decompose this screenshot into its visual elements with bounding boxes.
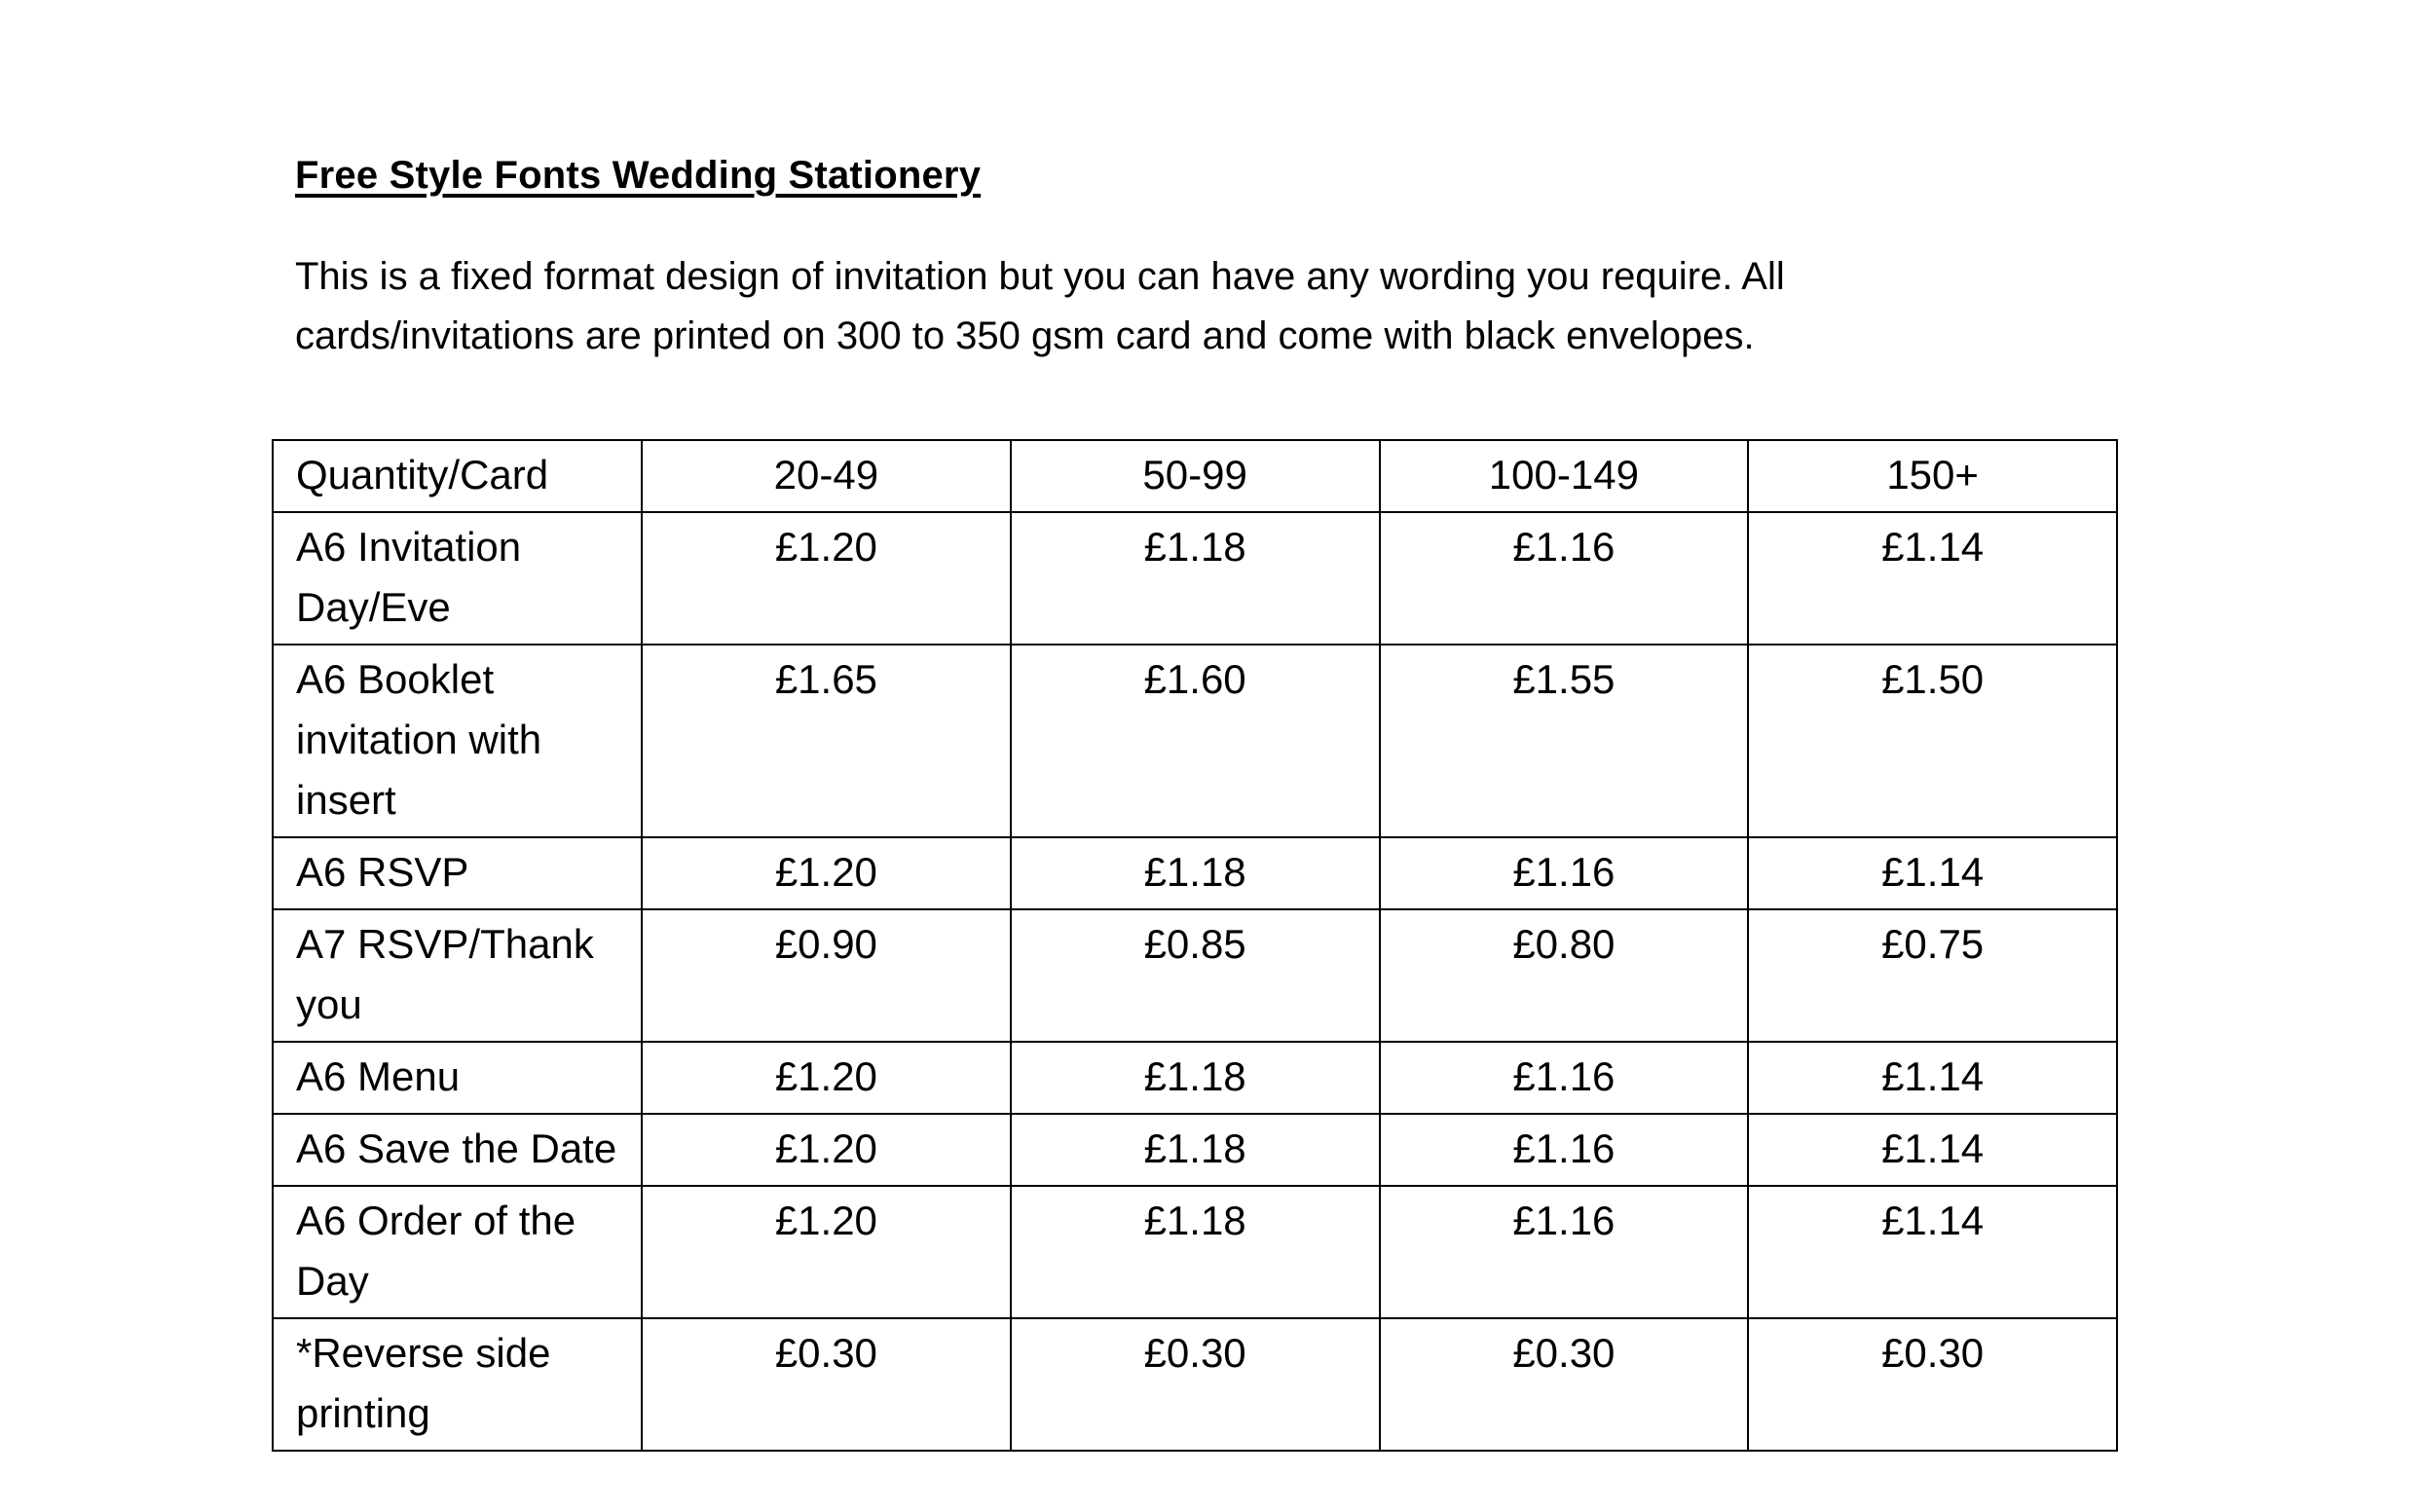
table-row [273,645,2117,837]
header-quantity-card: Quantity/Card [273,440,642,512]
price-cell: £0.30 [1011,1318,1380,1451]
header-qty-150-plus: 150+ [1748,440,2117,512]
price-cell: £1.16 [1380,1114,1749,1186]
row-label: A6 Invitation Day/Eve [273,512,642,645]
price-cell: £1.18 [1011,837,1380,909]
table-row [273,909,2117,1042]
price-cell: £1.14 [1748,1042,2117,1114]
price-cell: £0.75 [1748,909,2117,1042]
row-label: A7 RSVP/Thank you [273,909,642,1042]
price-cell: £1.20 [642,1042,1011,1114]
price-cell: £1.18 [1011,1042,1380,1114]
price-cell: £1.14 [1748,512,2117,645]
price-cell: £1.18 [1011,512,1380,645]
price-cell: £1.16 [1380,837,1749,909]
header-qty-50-99: 50-99 [1011,440,1380,512]
price-cell: £0.90 [642,909,1011,1042]
row-label: A6 Order of the Day [273,1186,642,1318]
price-table [272,439,2118,1452]
price-cell: £1.20 [642,1186,1011,1318]
price-cell: £0.30 [1380,1318,1749,1451]
price-cell: £0.80 [1380,909,1749,1042]
price-cell: £1.18 [1011,1186,1380,1318]
price-cell: £1.55 [1380,645,1749,837]
table-row [273,1318,2117,1451]
price-cell: £1.65 [642,645,1011,837]
row-label: *Reverse side printing [273,1318,642,1451]
price-cell: £1.16 [1380,512,1749,645]
price-cell: £1.14 [1748,837,2117,909]
table-header-row [273,440,2117,512]
price-cell: £0.85 [1011,909,1380,1042]
price-cell: £1.18 [1011,1114,1380,1186]
document-title: Free Style Fonts Wedding Stationery [295,154,982,197]
price-cell: £1.14 [1748,1114,2117,1186]
price-cell: £1.16 [1380,1042,1749,1114]
intro-paragraph: This is a fixed format design of invitation but you can have any wording you require. All cards/invitations are printed on 300 to 350 gsm card and come with black envelopes. [295,255,1785,357]
table-row [273,1186,2117,1318]
price-cell: £1.20 [642,1114,1011,1186]
price-cell: £1.16 [1380,1186,1749,1318]
table-row [273,512,2117,645]
price-cell: £0.30 [642,1318,1011,1451]
price-cell: £1.14 [1748,1186,2117,1318]
row-label: A6 Booklet invitation with insert [273,645,642,837]
row-label: A6 Save the Date [273,1114,642,1186]
table-row [273,837,2117,909]
table-row [273,1042,2117,1114]
row-label: A6 Menu [273,1042,642,1114]
header-qty-20-49: 20-49 [642,440,1011,512]
row-label: A6 RSVP [273,837,642,909]
header-qty-100-149: 100-149 [1380,440,1749,512]
price-cell: £0.30 [1748,1318,2117,1451]
price-cell: £1.20 [642,512,1011,645]
price-cell: £1.20 [642,837,1011,909]
price-cell: £1.60 [1011,645,1380,837]
table-row [273,1114,2117,1186]
price-cell: £1.50 [1748,645,2117,837]
